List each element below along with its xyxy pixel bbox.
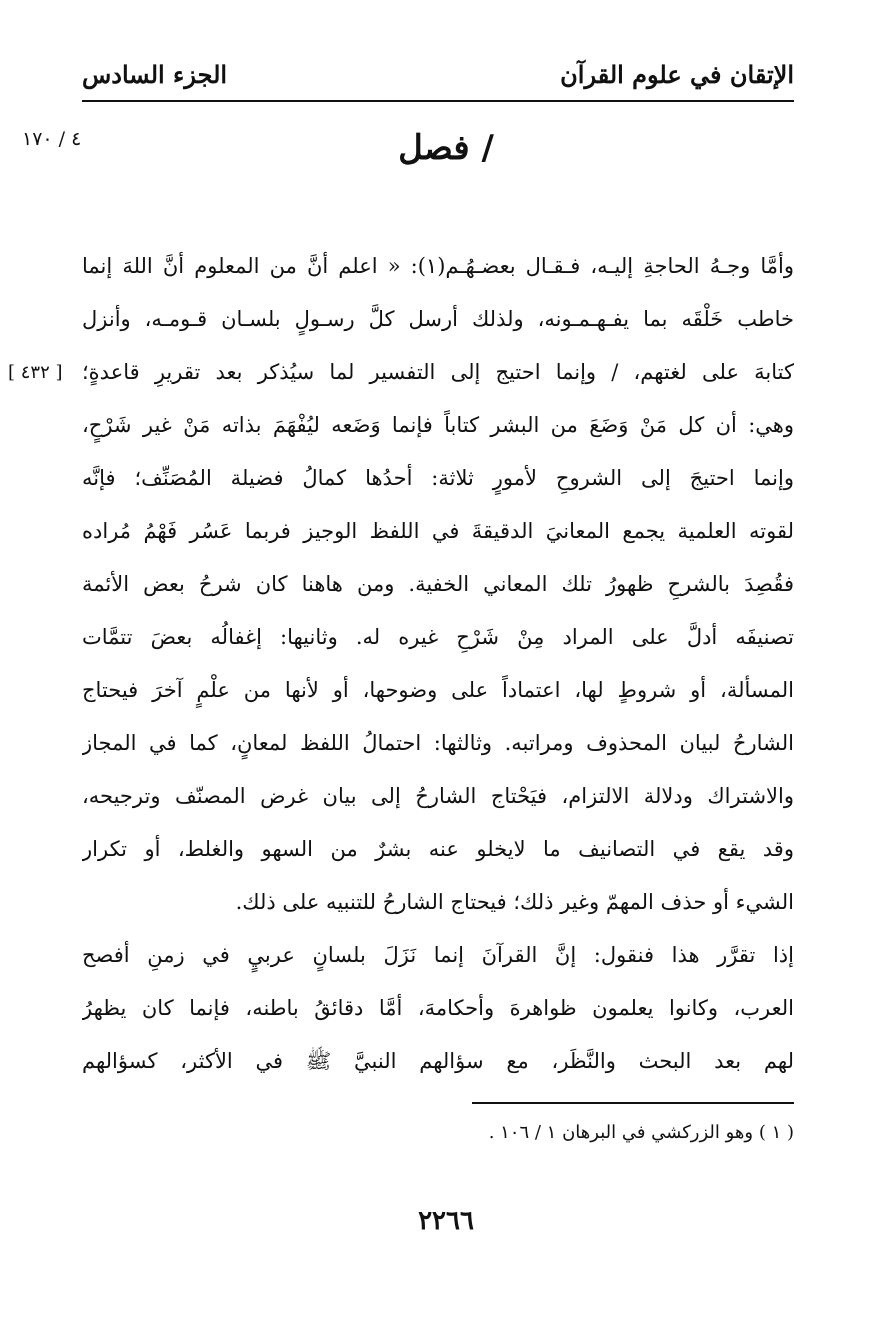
margin-reference-top: ٤ / ١٧٠ [22,128,82,150]
book-title: الإتقان في علوم القرآن [560,60,794,89]
text-line: فقُصِدَ بالشرحِ ظهورُ تلك المعاني الخفية. ومن هاهنا كان شرحُ بعض الأئمة [82,572,794,596]
running-header [82,48,794,102]
text-line: والاشتراك ودلالة الالتزام، فيَحْتاج الشارحُ إلى بيان غرض المصنّف وترجيحه، [82,784,794,808]
footnote: ( ١ ) وهو الزركشي في البرهان ١ / ١٠٦ . [488,1122,794,1143]
margin-reference-side: [ ٤٣٢ ] [8,362,63,383]
body-text [82,240,794,1088]
text-line: الشيء أو حذف المهمّ وغير ذلك؛ فيحتاج الشارحُ للتنبيه على ذلك. [235,890,794,914]
part-label: الجزء السادس [82,60,228,89]
text-line: وقد يقع في التصانيف ما لايخلو عنه بشرٌ من السهو والغلط، أو تكرار [82,837,794,861]
text-line: لقوته العلمية يجمع المعانيَ الدقيقةَ في اللفظ الوجيز فربما عَسُر فَهْمُ مُراده [82,519,794,543]
text-line: تصنيفَه أدلَّ على المراد مِنْ شَرْحِ غيره له. وثانيها: إغفالُه بعضَ تتمَّات [82,625,794,649]
text-line: وهي: أن كل مَنْ وَضَعَ من البشر كتاباً فإنما وَضَعه ليُفْهَمَ بذاته مَنْ غير شَرْحٍ، [82,413,794,437]
text-line: خاطب خَلْقَه بما يفـهـمـونه، ولذلك أرسل كلَّ رسـولٍ بلسـان قـومـه، وأنزل [82,307,794,331]
footnote-divider [472,1102,794,1104]
text-line: لهم بعد البحث والنَّظَر، مع سؤالهم النبيَّ ﷺ في الأكثر، كسؤالهم [82,1049,794,1073]
page-number: ٢٢٦٦ [418,1206,474,1236]
text-line: إذا تقرَّر هذا فنقول: إنَّ القرآنَ إنما نَزَلَ بلسانٍ عربيٍ في زمنِ أفصح [82,943,794,967]
text-line: الشارحُ لبيان المحذوف ومراتبه. وثالثها: احتمالُ اللفظ لمعانٍ، كما في المجاز [82,731,794,755]
text-line: كتابهَ على لغتهم، / وإنما احتيج إلى التفسير لما سيُذكر بعد تقريرِ قاعدةٍ؛ [82,360,794,384]
text-line: وأمَّا وجـهُ الحاجةِ إليـه، فـقـال بعضـهُـم(١): « اعلم أنَّ من المعلوم أنَّ اللهَ إنما [82,254,794,278]
section-title: / فصل [398,128,494,168]
text-line: المسألة، أو شروطٍ لها، اعتماداً على وضوحها، أو لأنها من علْمٍ آخرَ فيحتاج [82,678,794,702]
text-line: وإنما احتيجَ إلى الشروحِ لأمورٍ ثلاثة: أحدُها كمالُ فضيلة المُصَنِّف؛ فإنَّه [82,466,794,490]
text-line: العرب، وكانوا يعلمون ظواهرهَ وأحكامهَ، أمَّا دقائقُ باطنه، فإنما كان يظهرُ [82,996,794,1020]
